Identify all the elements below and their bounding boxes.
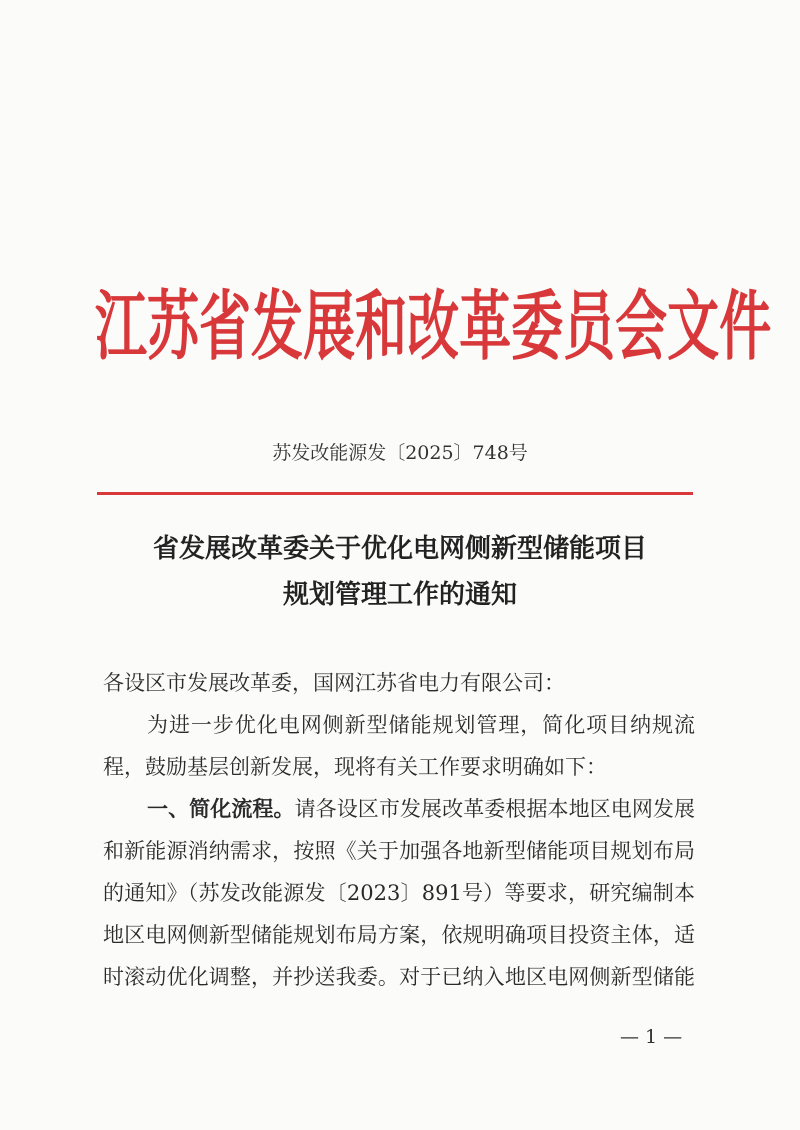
document-title-line-2: 规划管理工作的通知 [282, 580, 517, 610]
paragraph-line: 时滚动优化调整，并抄送我委。对于已纳入地区电网侧新型储能 [103, 965, 695, 989]
header-char: 委 [511, 284, 564, 372]
header-char: 展 [303, 284, 356, 372]
header-char: 和 [355, 284, 408, 372]
paragraph-line: 和新能源消纳需求，按照《关于加强各地新型储能项目规划布局 [103, 839, 695, 863]
paragraph-line: 地区电网侧新型储能规划布局方案，依规明确项目投资主体，适 [103, 923, 695, 947]
document-number: 苏发改能源发〔2025〕748号 [272, 442, 528, 464]
header-char: 省 [199, 284, 252, 372]
header-char: 文 [667, 284, 720, 372]
paragraph-line: 程，鼓励基层创新发展，现将有关工作要求明确如下： [103, 755, 607, 779]
paragraph-line: 为进一步优化电网侧新型储能规划管理，简化项目纳规流 [147, 713, 695, 737]
header-char: 江 [95, 284, 148, 372]
red-divider [97, 492, 693, 495]
header-char: 改 [407, 284, 460, 372]
document-title-line-1: 省发展改革委关于优化电网侧新型储能项目 [152, 534, 647, 564]
section-heading: 一、简化流程。 [147, 796, 295, 821]
header-char: 员 [563, 284, 616, 372]
header-char: 件 [719, 284, 772, 372]
paragraph-text: 请各设区市发展改革委根据本地区电网发展 [294, 797, 696, 821]
header-char: 革 [459, 284, 512, 372]
header-char: 发 [251, 284, 304, 372]
paragraph-line: 的通知》（苏发改能源发〔2023〕891号）等要求，研究编制本 [103, 881, 695, 905]
header-char: 会 [615, 284, 668, 372]
addressee: 各设区市发展改革委，国网江苏省电力有限公司： [103, 671, 565, 695]
page-number: — 1 — [620, 1026, 683, 1048]
paragraph-line [103, 788, 695, 830]
document-body [103, 662, 695, 998]
document-issuer-header [95, 283, 772, 373]
header-char: 苏 [147, 284, 200, 372]
